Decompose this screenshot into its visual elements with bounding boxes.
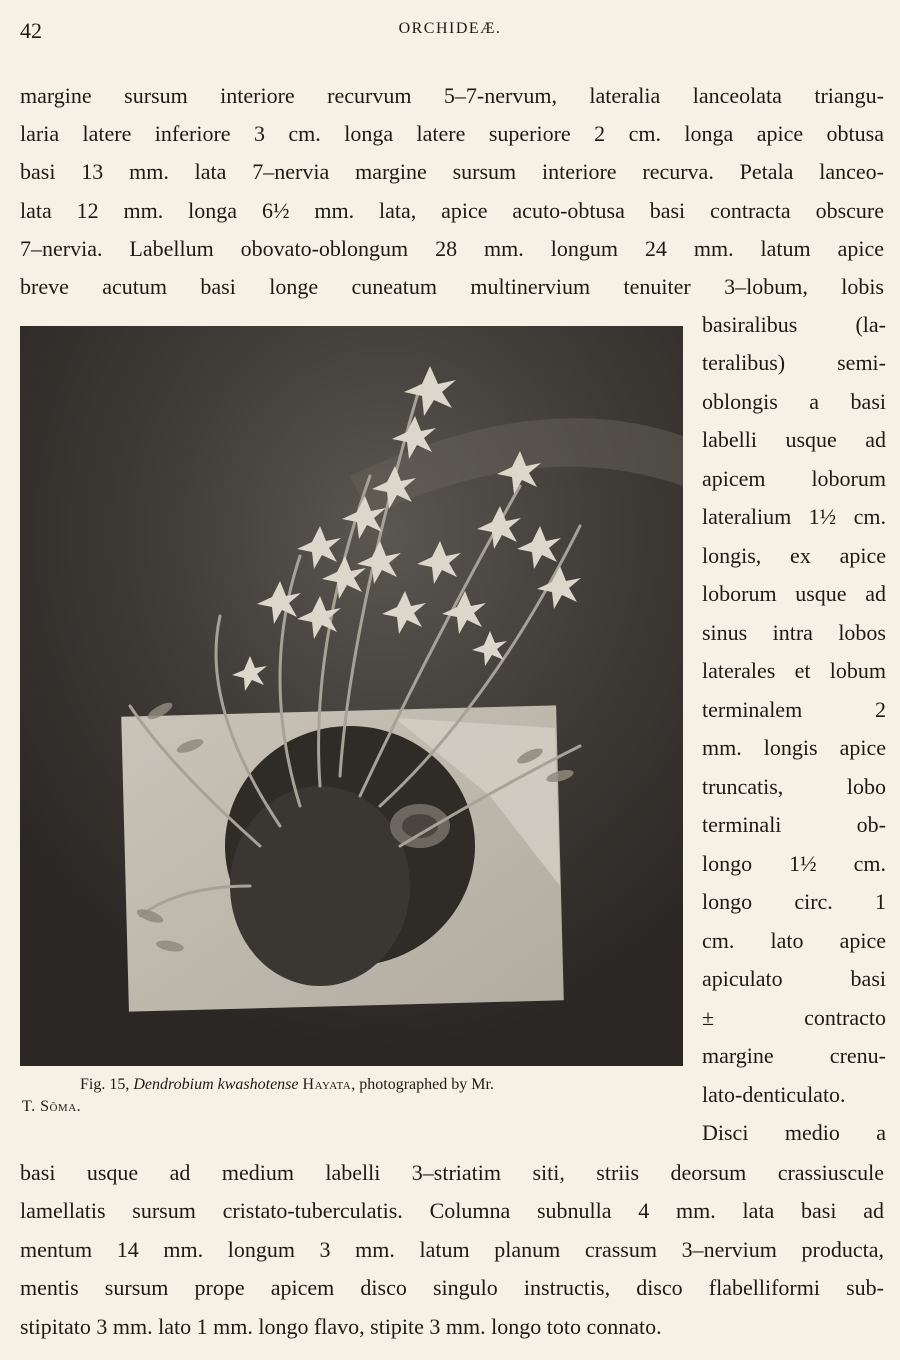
column-text-line: cm. lato apice bbox=[702, 928, 886, 953]
caption-line-2: T. Sōma. bbox=[22, 1098, 82, 1115]
column-text-line: longo 1½ cm. bbox=[702, 851, 886, 876]
text-line: margine sursum interiore recurvum 5–7-nervum, lateralia lanceolata triangu- bbox=[20, 83, 884, 108]
column-text-line: basiralibus (la- bbox=[702, 312, 886, 337]
column-text-line: Disci medio a bbox=[702, 1120, 886, 1145]
column-text-line: terminali ob- bbox=[702, 812, 886, 837]
page-number: 42 bbox=[20, 18, 42, 43]
caption-species: Dendrobium kwashotense bbox=[133, 1076, 299, 1093]
column-text-line: truncatis, lobo bbox=[702, 774, 886, 799]
text-line: laria latere inferiore 3 cm. longa latere superiore 2 cm. longa apice obtusa bbox=[20, 121, 884, 146]
text-line: basi 13 mm. lata 7–nervia margine sursum interiore recurva. Petala lanceo- bbox=[20, 159, 884, 184]
text-line: lata 12 mm. longa 6½ mm. lata, apice acuto-obtusa basi contracta obscure bbox=[20, 198, 884, 223]
column-text-line: oblongis a basi bbox=[702, 389, 886, 414]
column-text-line: longis, ex apice bbox=[702, 543, 886, 568]
text-line: stipitato 3 mm. lato 1 mm. longo flavo, stipite 3 mm. longo toto connato. bbox=[20, 1314, 662, 1339]
text-line: 7–nervia. Labellum obovato-oblongum 28 mm. longum 24 mm. latum apice bbox=[20, 236, 884, 261]
column-text-line: apicem loborum bbox=[702, 466, 886, 491]
text-line: mentum 14 mm. longum 3 mm. latum planum crassum 3–nervium producta, bbox=[20, 1237, 884, 1262]
caption-rest: , photographed by Mr. bbox=[351, 1076, 494, 1093]
caption-author: Hayata bbox=[302, 1076, 352, 1093]
column-text-line: labelli usque ad bbox=[702, 427, 886, 452]
text-line: breve acutum basi longe cuneatum multinervium tenuiter 3–lobum, lobis bbox=[20, 274, 884, 299]
column-text-line: lato-denticulato. bbox=[702, 1082, 846, 1107]
caption-prefix: Fig. 15, bbox=[80, 1076, 130, 1093]
column-text-line: lateralium 1½ cm. bbox=[702, 504, 886, 529]
text-line: basi usque ad medium labelli 3–striatim siti, striis deorsum crassiuscule bbox=[20, 1160, 884, 1185]
running-head bbox=[20, 18, 880, 48]
column-text-line: teralibus) semi- bbox=[702, 350, 886, 375]
column-text-line: margine crenu- bbox=[702, 1043, 886, 1068]
column-text-line: ± contracto bbox=[702, 1005, 886, 1030]
column-text-line: apiculato basi bbox=[702, 966, 886, 991]
column-text-line: loborum usque ad bbox=[702, 581, 886, 606]
figure-caption bbox=[22, 1074, 672, 1118]
text-line: lamellatis sursum cristato-tuberculatis. Columna subnulla 4 mm. lata basi ad bbox=[20, 1198, 884, 1223]
column-text-line: longo circ. 1 bbox=[702, 889, 886, 914]
column-text-line: mm. longis apice bbox=[702, 735, 886, 760]
caption-line-1 bbox=[22, 1074, 672, 1096]
column-text-line: sinus intra lobos bbox=[702, 620, 886, 645]
column-text-line: laterales et lobum bbox=[702, 658, 886, 683]
column-text-line: terminalem 2 bbox=[702, 697, 886, 722]
text-line: mentis sursum prope apicem disco singulo instructis, disco flabelliformi sub- bbox=[20, 1275, 884, 1300]
orchid-photograph bbox=[20, 326, 683, 1066]
header-title: ORCHIDEÆ. bbox=[398, 20, 502, 37]
